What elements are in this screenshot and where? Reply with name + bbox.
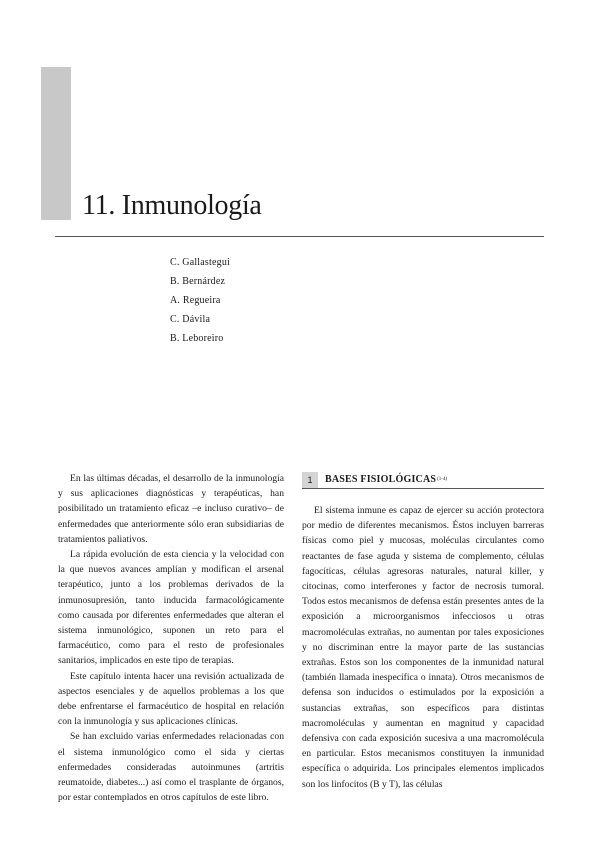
author-name: C. Gallastegui [170,257,231,268]
section-reference: (1-4) [437,476,448,482]
intro-paragraph: En las últimas décadas, el desarrollo de la inmunología y sus aplicaciones diagnósticas y terapéuticas, han posibilitado un tratamiento eficaz –e incluso curativo– de enfermedades que anteriormente sólo eran subsidiarias de tratamientos paliativos. [58,473,284,545]
chapter-accent-bar [41,67,71,220]
body-paragraph: El sistema inmune es capaz de ejercer su acción protectora por medio de diferentes mecanismos. Éstos incluyen barreras físicas como piel y mucosas, moléculas circulantes como reactantes de fase aguda y sistema de complemento, células fagocíticas, células agresoras naturales, natural killer, y citocinas, como interferones y factor de necrosis tumoral. Todos estos mecanismos de defensa están presentes antes de la exposición a microorganismos infecciosos u otras macromoléculas extrañas, no aumentan por tales exposiciones y no discriminan entre la mayor parte de las sustancias extrañas. Estos son los componentes de la inmunidad natural (también llamada inespecífica o innata). Otros mecanismos de defensa son inducidos o estimulados por la exposición a sustancias extrañas, son específicos para distintas macromoléculas y aumentan en magnitud y capacidad defensiva con cada exposición sucesiva a una macromolécula en particular. Estos mecanismos constituyen la inmunidad específica o adquirida. Los principales elementos implicados son los linfocitos (B y T), las células [302,505,544,790]
author-list [170,253,230,348]
intro-column [58,471,284,805]
chapter-title: 11. Inmunología [82,190,262,221]
intro-paragraph: La rápida evolución de esta ciencia y la velocidad con la que nuevos avances amplían y modifican el arsenal terapéutico, junto a los problemas derivados de la inmunosupresión, tanto inducida farmacológicamente como causada por diferentes enfermedades que alteran el sistema inmunológico, suponen un reto para el farmacéutico, como para el resto de profesionales sanitarios, implicados en este tipo de terapias. [58,549,284,667]
title-divider [55,236,544,237]
section-column [302,471,544,792]
author-name: B. Bernárdez [170,276,226,287]
section-heading [302,471,544,489]
author-name: A. Regueira [170,295,221,306]
author-name: B. Leboreiro [170,333,224,344]
intro-paragraph: Este capítulo intenta hacer una revisión actualizada de aspectos esenciales y de aquellos problemas a los que debe enfrentarse el farmacéutico de hospital en relación con la inmunología y sus aplicaciones clínicas. [58,670,284,728]
intro-paragraph: Se han excluido varias enfermedades relacionadas con el sistema inmunológico como el sida y ciertas enfermedades consideradas autoinmunes (artritis reumatoide, diabetes...) así como el trasplante de órganos, por estar contemplados en otros capítulos de este libro. [58,731,284,804]
section-title: BASES FISIOLÓGICAS [325,473,437,485]
section-number: 1 [302,472,318,488]
author-name: C. Dávila [170,314,211,325]
